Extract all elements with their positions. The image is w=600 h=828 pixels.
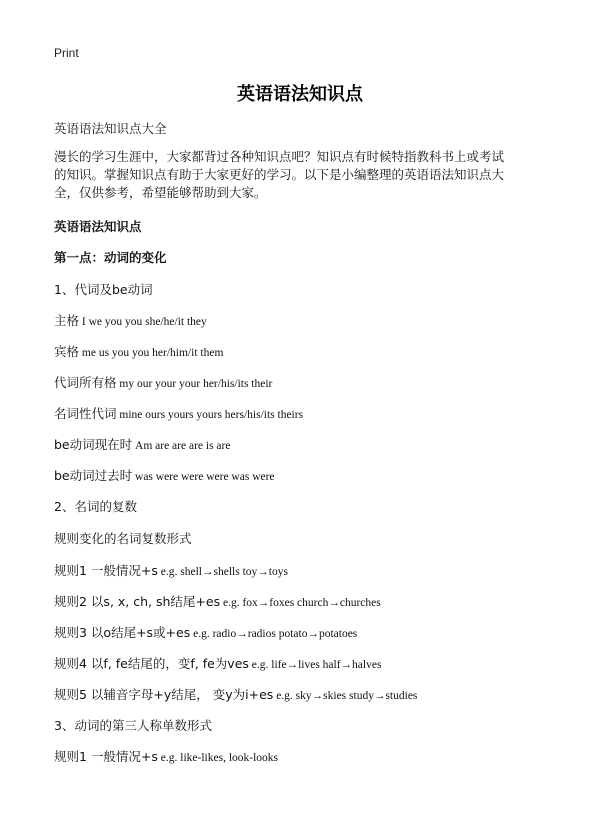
item-line <box>54 405 303 424</box>
item-english: was were were were was were <box>132 471 275 483</box>
item-english: e.g. life→lives half→halves <box>248 659 382 671</box>
item-line <box>54 343 223 362</box>
item-english: Am are are are is are <box>132 440 231 452</box>
item-line <box>54 717 212 736</box>
item-line <box>54 748 278 767</box>
document-subtitle: 英语语法知识点大全 <box>54 121 167 136</box>
item-label: 2、名词的复数 <box>54 499 137 514</box>
item-label: 规则2 以s, x, ch, sh结尾+es <box>54 594 221 609</box>
point-heading: 第一点：动词的变化 <box>54 250 167 265</box>
item-label: 主格 <box>54 313 80 328</box>
print-label: Print <box>54 46 79 60</box>
item-english: mine ours yours yours hers/his/its theirs <box>116 409 304 421</box>
item-line <box>54 624 357 643</box>
item-line <box>54 467 275 486</box>
item-label: 代词所有格 <box>54 375 117 390</box>
item-english: e.g. shell→shells toy→toys <box>157 566 288 578</box>
item-label: 规则4 以f, fe结尾的，变f, fe为ves <box>54 656 249 671</box>
intro-line: 漫长的学习生涯中，大家都背过各种知识点吧？知识点有时候特指教科书上或考试 <box>54 149 505 164</box>
item-label: 规则1 一般情况+s <box>54 563 158 578</box>
document-title: 英语语法知识点 <box>237 84 363 105</box>
item-label: be动词过去时 <box>54 468 133 483</box>
item-english: e.g. radio→radios potato→potatoes <box>190 628 358 640</box>
item-label: 规则1 一般情况+s <box>54 749 158 764</box>
intro-line: 全，仅供参考，希望能够帮助到大家。 <box>54 185 267 200</box>
item-label: 规则5 以辅音字母+y结尾， 变y为i+es <box>54 687 274 702</box>
item-line <box>54 593 381 612</box>
intro-line: 的知识。掌握知识点有助于大家更好的学习。以下是小编整理的英语语法知识点大 <box>54 167 505 182</box>
item-line <box>54 562 288 581</box>
item-english: my our your your her/his/its their <box>116 378 273 390</box>
item-line <box>54 655 381 674</box>
item-line <box>54 436 230 455</box>
section-heading: 英语语法知识点 <box>54 219 142 234</box>
item-line <box>54 686 417 705</box>
item-label: 1、代词及be动词 <box>54 282 153 297</box>
item-label: 名词性代词 <box>54 406 117 421</box>
intro-paragraph <box>54 148 554 202</box>
item-line <box>54 374 272 393</box>
item-english: e.g. fox→foxes church→churches <box>220 597 381 609</box>
item-english: me us you you her/him/it them <box>79 347 224 359</box>
item-label: 规则变化的名词复数形式 <box>54 531 192 546</box>
item-label: 3、动词的第三人称单数形式 <box>54 718 212 733</box>
item-line <box>54 281 153 300</box>
item-label: be动词现在时 <box>54 437 133 452</box>
item-english: I we you you she/he/it they <box>79 316 207 328</box>
item-label: 宾格 <box>54 344 80 359</box>
item-english: e.g. like-likes, look-looks <box>157 752 279 764</box>
item-line <box>54 312 207 331</box>
item-line <box>54 530 192 549</box>
item-english: e.g. sky→skies study→studies <box>273 690 418 702</box>
item-label: 规则3 以o结尾+s或+es <box>54 625 191 640</box>
item-line <box>54 498 137 517</box>
